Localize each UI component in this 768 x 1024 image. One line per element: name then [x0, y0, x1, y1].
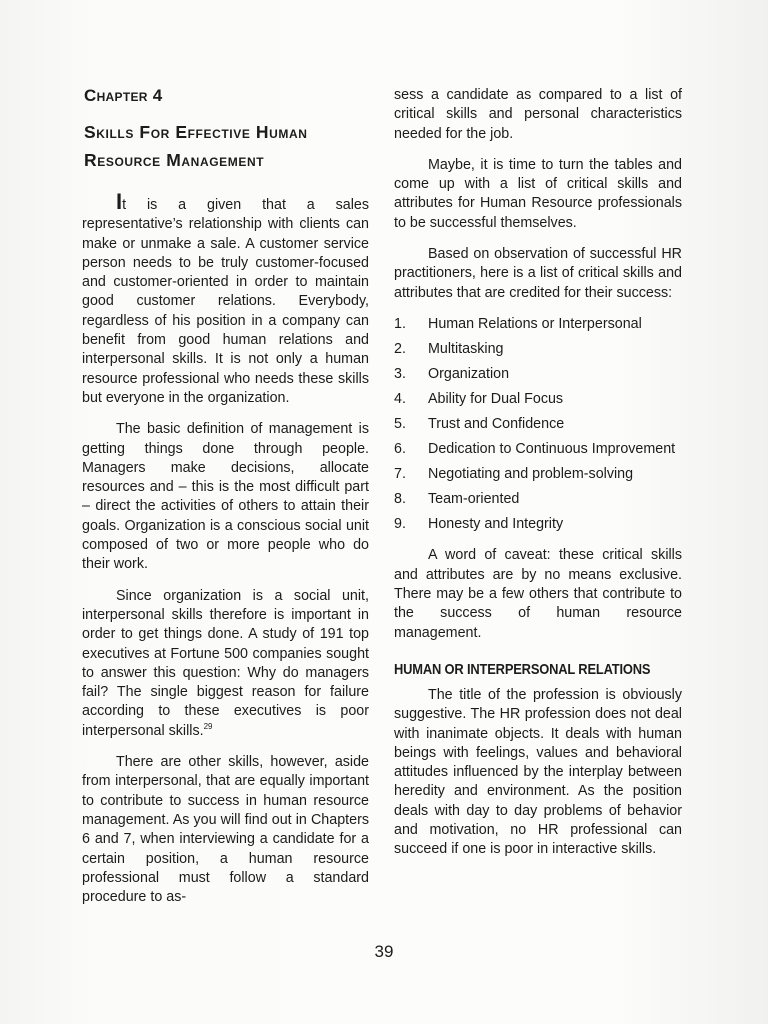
paragraph-other-skills: There are other skills, however, aside from interpersonal, that are equally important to contribute to success in human resource management. As you will find out in Chapters 6 and 7, when interviewing a candidate for a certain position, a human resource professional must follow a standard procedure to as- [82, 754, 369, 906]
list-text: Trust and Confidence [428, 415, 565, 432]
paragraph-social-unit-text: Since organization is a social unit, interpersonal skills therefore is important in order to get things done. A study of 191 top executives at Fortune 500 companies sought to answer this question: Why do managers fail? The single biggest reason for failure according to these executives is poor interpersonal skills. [82, 587, 369, 739]
paragraph-caveat: A word of caveat: these critical skills and attributes are by no means exclusive. There may be a few others that contribute to the success of human resource management. [394, 547, 682, 641]
paragraph-intro [82, 189, 369, 408]
list-text: Organization [428, 365, 510, 382]
skills-list [394, 315, 682, 535]
list-text: Negotiating and problem-solving [428, 465, 634, 482]
list-text: Human Relations or Interpersonal [428, 315, 642, 332]
list-item [394, 365, 682, 385]
list-number: 7. [394, 465, 406, 482]
list-item [394, 340, 682, 360]
list-number: 2. [394, 340, 406, 357]
footnote-marker: 29 [203, 721, 213, 731]
list-item [394, 415, 682, 435]
chapter-label: Chapter 4 [84, 86, 163, 105]
list-text: Honesty and Integrity [428, 515, 564, 532]
list-number: 1. [394, 315, 406, 332]
list-number: 6. [394, 440, 406, 457]
right-column [394, 86, 682, 872]
left-column [82, 86, 369, 919]
list-number: 3. [394, 365, 406, 382]
paragraph-observation: Based on observation of successful HR practitioners, here is a list of critical skills and attributes that are credited for their success: [394, 246, 682, 301]
list-number: 9. [394, 515, 406, 532]
list-text: Multitasking [428, 340, 504, 357]
drop-cap: I [116, 189, 123, 214]
paragraph-intro-text: t is a given that a sales representative’s relationship with clients can make or unmake a sale. A customer service person needs to be truly customer-focused and customer-oriented in order to maintain good customer relations. Everybody, regardless of his position in a company can benefit from good human relations and interpersonal skills. It is not only a human resource professional who needs these skills but everyone in the organization. [82, 197, 369, 406]
paragraph-turn-tables: Maybe, it is time to turn the tables and come up with a list of critical skills and attributes for Human Resource professionals to be successful themselves. [394, 156, 682, 231]
list-item [394, 465, 682, 485]
paragraph-profession-title: The title of the profession is obviously suggestive. The HR profession does not deal with inanimate objects. It deals with human beings with feelings, values and behavioral attitudes influenced by the interplay between heredity and environment. As the position deals with day to day problems of behavior and motivation, no HR professional can succeed if one is poor in interactive skills. [394, 686, 682, 858]
paragraph-continued: sess a candidate as compared to a list of critical skills and personal characteristics needed for the job. [394, 87, 682, 142]
paragraph-management-definition: The basic definition of management is getting things done through people. Managers make decisions, allocate resources and – this is the most difficult part – direct the activities of others to attain their goals. Organization is a conscious social unit composed of two or more people who do their work. [82, 421, 369, 573]
list-number: 5. [394, 415, 406, 432]
list-number: 8. [394, 490, 406, 507]
list-text: Ability for Dual Focus [428, 390, 564, 407]
list-text: Team-oriented [428, 490, 520, 507]
section-heading: HUMAN OR INTERPERSONAL RELATIONS [394, 660, 651, 678]
paragraph-social-unit [82, 587, 369, 741]
list-text: Dedication to Continuous Improvement [428, 440, 676, 457]
list-item [394, 390, 682, 410]
list-item [394, 440, 682, 460]
list-item [394, 490, 682, 510]
list-item [394, 515, 682, 535]
list-item [394, 315, 682, 335]
list-number: 4. [394, 390, 406, 407]
page-number: 39 [374, 942, 394, 961]
chapter-title: Skills For Effective Human Resource Management [84, 122, 308, 170]
